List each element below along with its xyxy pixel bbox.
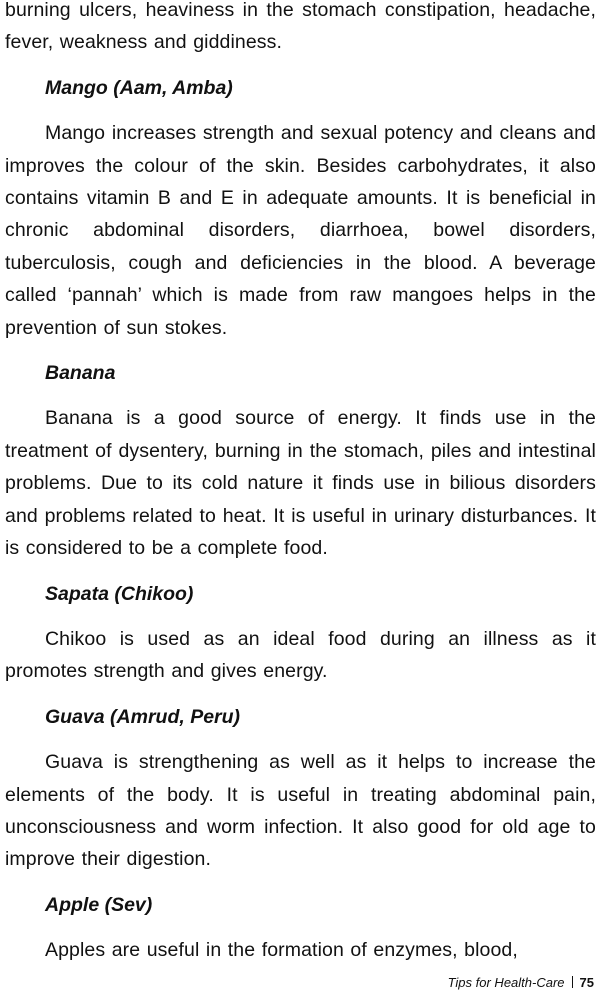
page-body: [5, 0, 596, 967]
section-heading-sapata: Sapata (Chikoo): [45, 582, 194, 605]
paragraph-banana: Banana is a good source of energy. It finds use in the treatment of dysentery, burning in the stomach, piles and intestinal problems. Due to its cold nature it finds use in bilious disorders and problems related to heat. It is useful in urinary disturbances. It is considered to be a complete food.: [5, 407, 596, 560]
paragraph-apple: Apples are useful in the formation of enzymes, blood,: [45, 939, 518, 962]
footer-separator: [572, 976, 573, 988]
section-heading-guava: Guava (Amrud, Peru): [45, 705, 241, 728]
paragraph-intro-continuation: burning ulcers, heaviness in the stomach constipation, headache, fever, weakness and giddiness.: [5, 0, 596, 54]
running-title: Tips for Health-Care: [447, 975, 565, 990]
paragraph-guava: Guava is strengthening as well as it helps to increase the elements of the body. It is useful in treating abdominal pain, unconsciousness and worm infection. It also good for old age to improve their digestion.: [5, 751, 596, 871]
paragraph-mango: Mango increases strength and sexual potency and cleans and improves the colour of the skin. Besides carbohydrates, it also contains vitamin B and E in adequate amounts. It is beneficial in chronic abdominal disorders, diarrhoea, bowel disorders, tuberculosis, cough and deficiencies in the blood. A beverage called ‘pannah’ which is made from raw mangoes helps in the prevention of sun stokes.: [5, 122, 596, 339]
page-footer: [448, 974, 594, 992]
section-heading-apple: Apple (Sev): [45, 893, 153, 916]
section-heading-banana: Banana: [45, 362, 116, 385]
section-heading-mango: Mango (Aam, Amba): [45, 76, 233, 99]
page-number: 75: [579, 975, 594, 990]
paragraph-sapata: Chikoo is used as an ideal food during an illness as it promotes strength and gives energy.: [5, 627, 596, 683]
